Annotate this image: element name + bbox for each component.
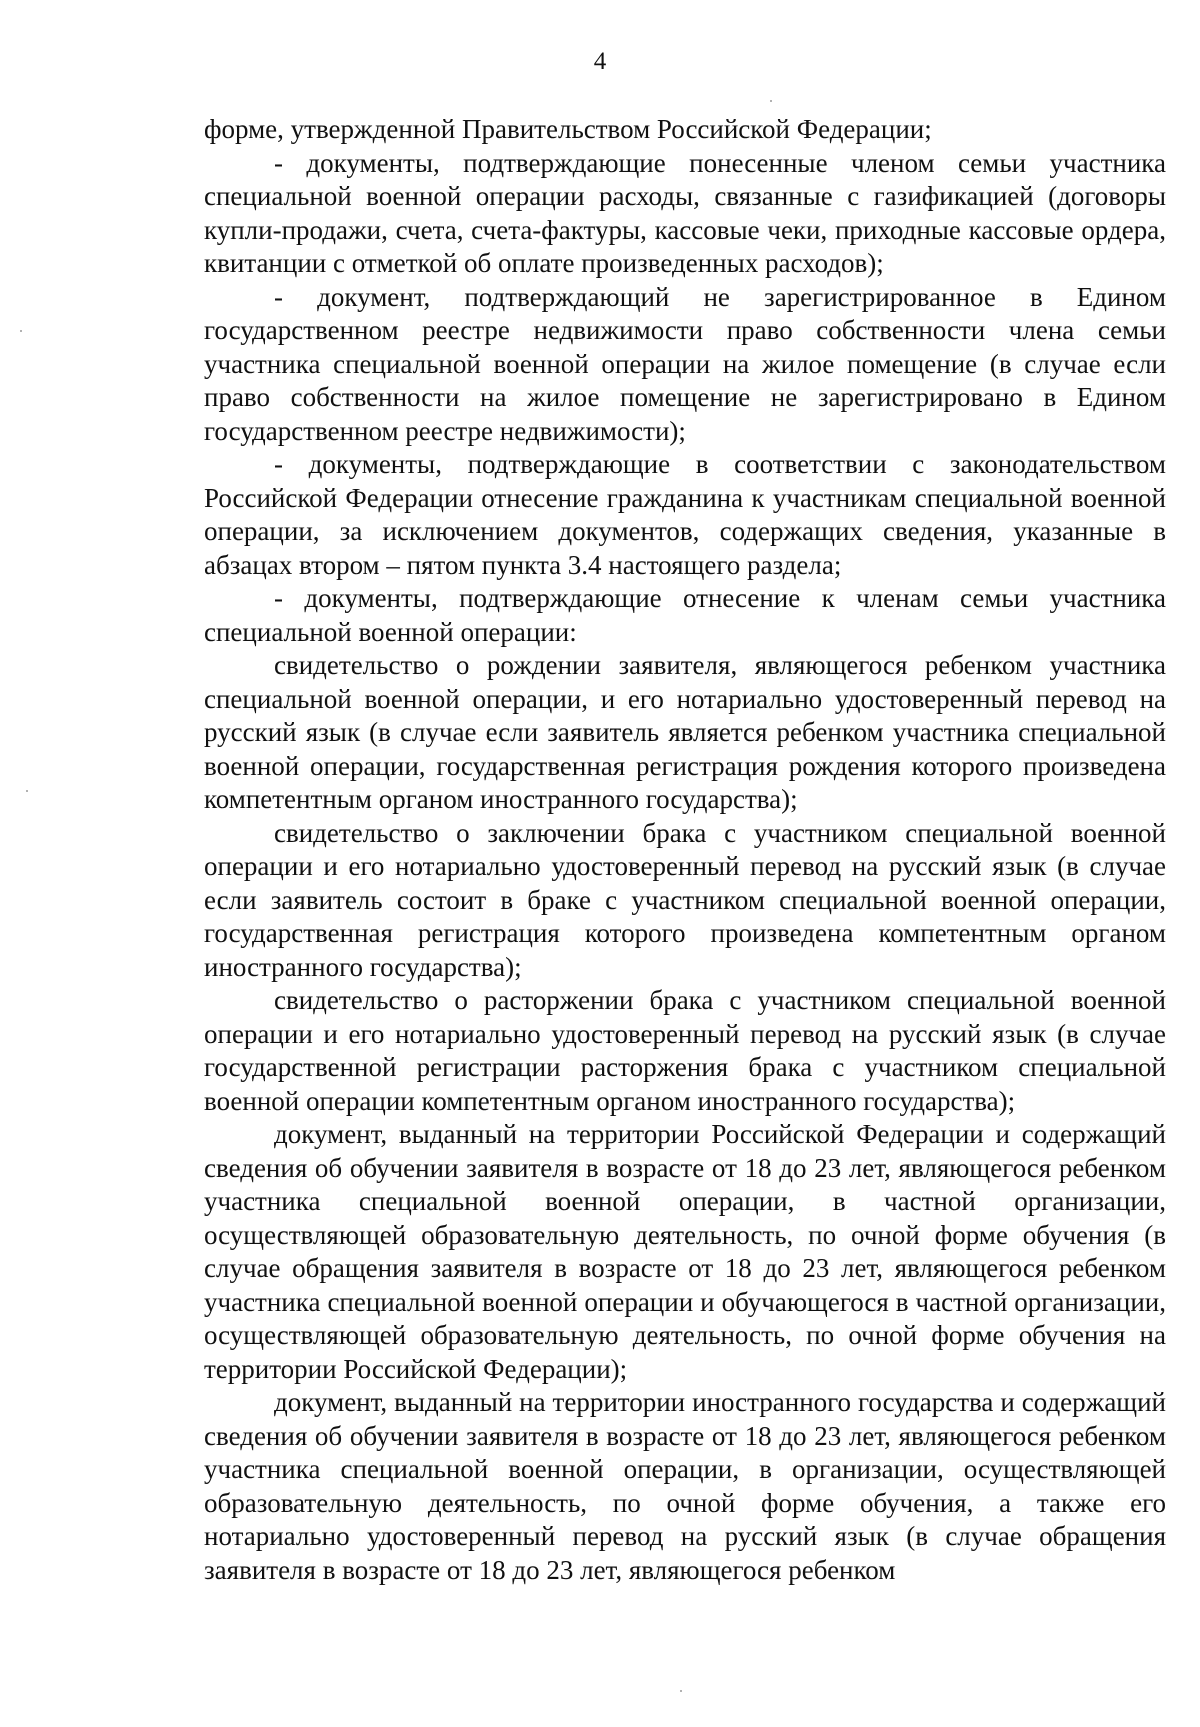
scan-speck xyxy=(680,1690,682,1692)
paragraph: свидетельство о заключении брака с участником специальной военной операции и его нотариально удостоверенный перевод на русский язык (в случае если заявитель состоит в браке с участником специальной военной операции, государственная регистрация которого произведена компетентным органом иностранного государства); xyxy=(204,817,1166,982)
paragraph: - документы, подтверждающие понесенные членом семьи участника специальной военной операции расходы, связанные с газификацией (договоры купли-продажи, счета, счета-фактуры, кассовые чеки, приходные кассовые ордера, квитанции с отметкой об оплате произведенных расходов); xyxy=(204,147,1166,278)
document-body xyxy=(204,113,1166,1587)
paragraph: - документ, подтверждающий не зарегистрированное в Едином государственном реестре недвижимости право собственности члена семьи участника специальной военной операции на жилое помещение (в случае если право собственности на жилое помещение не зарегистрировано в Едином государственном реестре недвижимости); xyxy=(204,281,1166,446)
scan-speck xyxy=(20,330,22,332)
paragraph: свидетельство о рождении заявителя, являющегося ребенком участника специальной военной операции, и его нотариально удостоверенный перевод на русский язык (в случае если заявитель является ребенком участника специальной военной операции, государственная регистрация рождения которого произведена компетентным органом иностранного государства); xyxy=(204,650,1166,814)
paragraph: - документы, подтверждающие отнесение к членам семьи участника специальной военной операции: xyxy=(204,583,1166,647)
scan-speck xyxy=(770,100,772,102)
paragraph: свидетельство о расторжении брака с участником специальной военной операции и его нотариально удостоверенный перевод на русский язык (в случае государственной регистрации расторжения брака с участником специальной военной операции компетентным органом иностранного государства); xyxy=(204,985,1166,1116)
paragraph: документ, выданный на территории иностранного государства и содержащий сведения об обучении заявителя в возрасте от 18 до 23 лет, являющегося ребенком участника специальной военной операции, в организации, осуществляющей образовательную деятельность, по очной форме обучения, а также его нотариально удостоверенный перевод на русский язык (в случае обращения заявителя в возрасте от 18 до 23 лет, являющегося ребенком xyxy=(204,1387,1166,1585)
page-number: 4 xyxy=(593,48,607,75)
scan-speck xyxy=(26,790,28,792)
paragraph: - документы, подтверждающие в соответствии с законодательством Российской Федерации отнесение гражданина к участникам специальной военной операции, за исключением документов, содержащих сведения, указанные в абзацах втором – пятом пункта 3.4 настоящего раздела; xyxy=(204,449,1166,580)
paragraph: форме, утвержденной Правительством Российской Федерации; xyxy=(204,114,932,144)
paragraph: документ, выданный на территории Российской Федерации и содержащий сведения об обучении заявителя в возрасте от 18 до 23 лет, являющегося ребенком участника специальной военной операции, в частной организации, осуществляющей образовательную деятельность, по очной форме обучения (в случае обращения заявителя в возрасте от 18 до 23 лет, являющегося ребенком участника специальной военной операции и обучающегося в частной организации, осуществляющей образовательную деятельность, по очной форме обучения на территории Российской Федерации); xyxy=(204,1119,1166,1384)
